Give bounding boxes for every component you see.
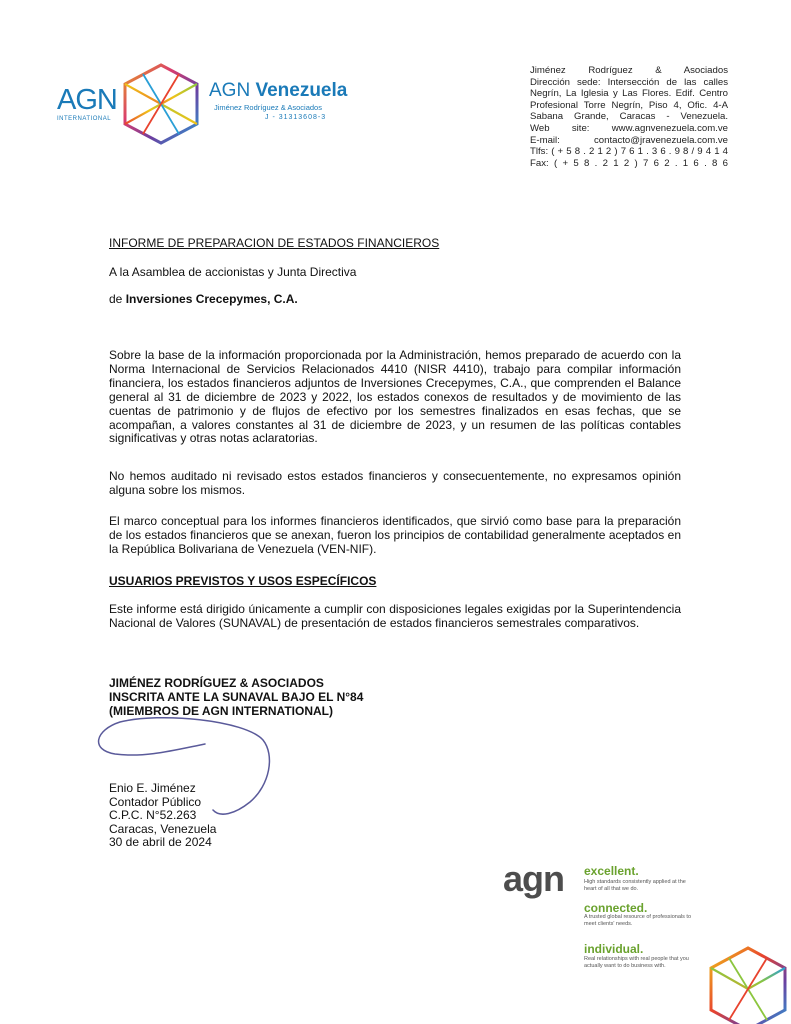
tag-excellent-description: High standards consistently applied at the heart of all that we do.: [584, 879, 686, 892]
agn-venezuela-title: AGN Venezuela: [209, 80, 348, 101]
signer-name: Enio E. Jiménez: [109, 781, 196, 795]
contact-line: Sabana Grande, Caracas - Venezuela.: [530, 111, 728, 123]
agn-venezuela-rif: J - 31313608-3: [265, 114, 327, 121]
signer-block: [109, 782, 216, 850]
contact-line: Negrín, La Iglesia y Las Flores. Edif. Centro: [530, 88, 728, 100]
paragraph-users: Este informe está dirigido únicamente a cumplir con disposiciones legales exigidas por la Superintendencia Nacional de Valores (SUNAVAL) de presentación de estados financieros semestrales comparativos.: [109, 602, 681, 630]
contact-fax: Fax: ( + 5 8 . 2 1 2 ) 7 6 2 . 1 6 . 8 6: [530, 157, 728, 169]
tag-individual: individual.: [584, 942, 644, 956]
paragraph-no-audit: No hemos auditado ni revisado estos estados financieros y consecuentemente, no expresamos opinión alguna sobre los mismos.: [109, 469, 681, 497]
agn-venezuela-subtitle: Jiménez Rodríguez & Asociados: [214, 103, 322, 112]
contact-email[interactable]: E-mail: contacto@jravenezuela.com.ve: [530, 134, 728, 146]
signer-title: Contador Público: [109, 794, 202, 809]
firm-registration: INSCRITA ANTE LA SUNAVAL BAJO EL N°84: [109, 690, 364, 704]
report-title: INFORME DE PREPARACION DE ESTADOS FINANCIEROS: [109, 236, 440, 250]
tag-connected-description: A trusted global resource of professionals to meet clients' needs.: [584, 914, 692, 927]
tag-connected: connected.: [584, 901, 648, 915]
contact-line: Profesional Torre Negrín, Piso 4, Ofic. 4-A: [530, 99, 728, 111]
company-name: Inversiones Crecepymes, C.A.: [125, 292, 298, 306]
contact-line: Jiménez Rodríguez & Asociados: [530, 65, 728, 76]
section-heading-users: USUARIOS PREVISTOS Y USOS ESPECÍFICOS: [109, 574, 377, 588]
contact-line: Dirección sede: Intersección de las calles: [530, 76, 728, 88]
signer-city: Caracas, Venezuela: [109, 821, 217, 836]
agn-hexagon-footer-icon: [705, 944, 791, 1024]
firm-name: JIMÉNEZ RODRÍGUEZ & ASOCIADOS: [109, 676, 324, 690]
agn-logo-word: AGN: [57, 84, 117, 116]
tag-individual-description: Real relationships with real people that you actually want to do business with.: [584, 956, 689, 969]
agn-logo-international: INTERNATIONAL: [57, 116, 112, 122]
contact-phone: Tlfs: ( + 5 8 . 2 1 2 ) 7 6 1 . 3 6 . 9 8 / 9 4 1 4: [530, 146, 728, 158]
agn-footer-logo: agn: [503, 858, 565, 899]
signer-date: 30 de abril de 2024: [109, 835, 212, 849]
signer-license: C.P.C. N°52.263: [109, 808, 197, 822]
firm-membership: (MIEMBROS DE AGN INTERNATIONAL): [109, 704, 333, 718]
contact-website[interactable]: Web site: www.agnvenezuela.com.ve: [530, 122, 728, 134]
paragraph-preparation: Sobre la base de la información proporcionada por la Administración, hemos preparado de acuerdo con la Norma Internacional de Servicios Relacionados 4410 (NISR 4410), trabajo para compilar información financiera, los estados financieros adjuntos de Inversiones Crecepymes, C.A., que comprenden el Balance general al 31 de diciembre de 2023 y 2022, los estados conexos de resultados y de movimiento de las cuentas de patrimonio y de flujos de efectivo por los semestres finalizados en esas fechas, que se acompañan, a valores constantes al 31 de diciembre de 2023, y un resumen de las políticas contables significativas y otras notas aclaratorias.: [109, 348, 681, 446]
company-line: de Inversiones Crecepymes, C.A.: [109, 292, 298, 306]
paragraph-framework: El marco conceptual para los informes financieros identificados, que sirvió como base para la preparación de los estados financieros que se anexan, fueron los principios de contabilidad generalmente aceptados en la República Bolivariana de Venezuela (VEN-NIF).: [109, 514, 681, 556]
contact-block: [530, 65, 728, 169]
agn-hexagon-logo-icon: [121, 62, 201, 146]
addressee: A la Asamblea de accionistas y Junta Directiva: [109, 265, 357, 279]
tag-excellent: excellent.: [584, 864, 639, 878]
